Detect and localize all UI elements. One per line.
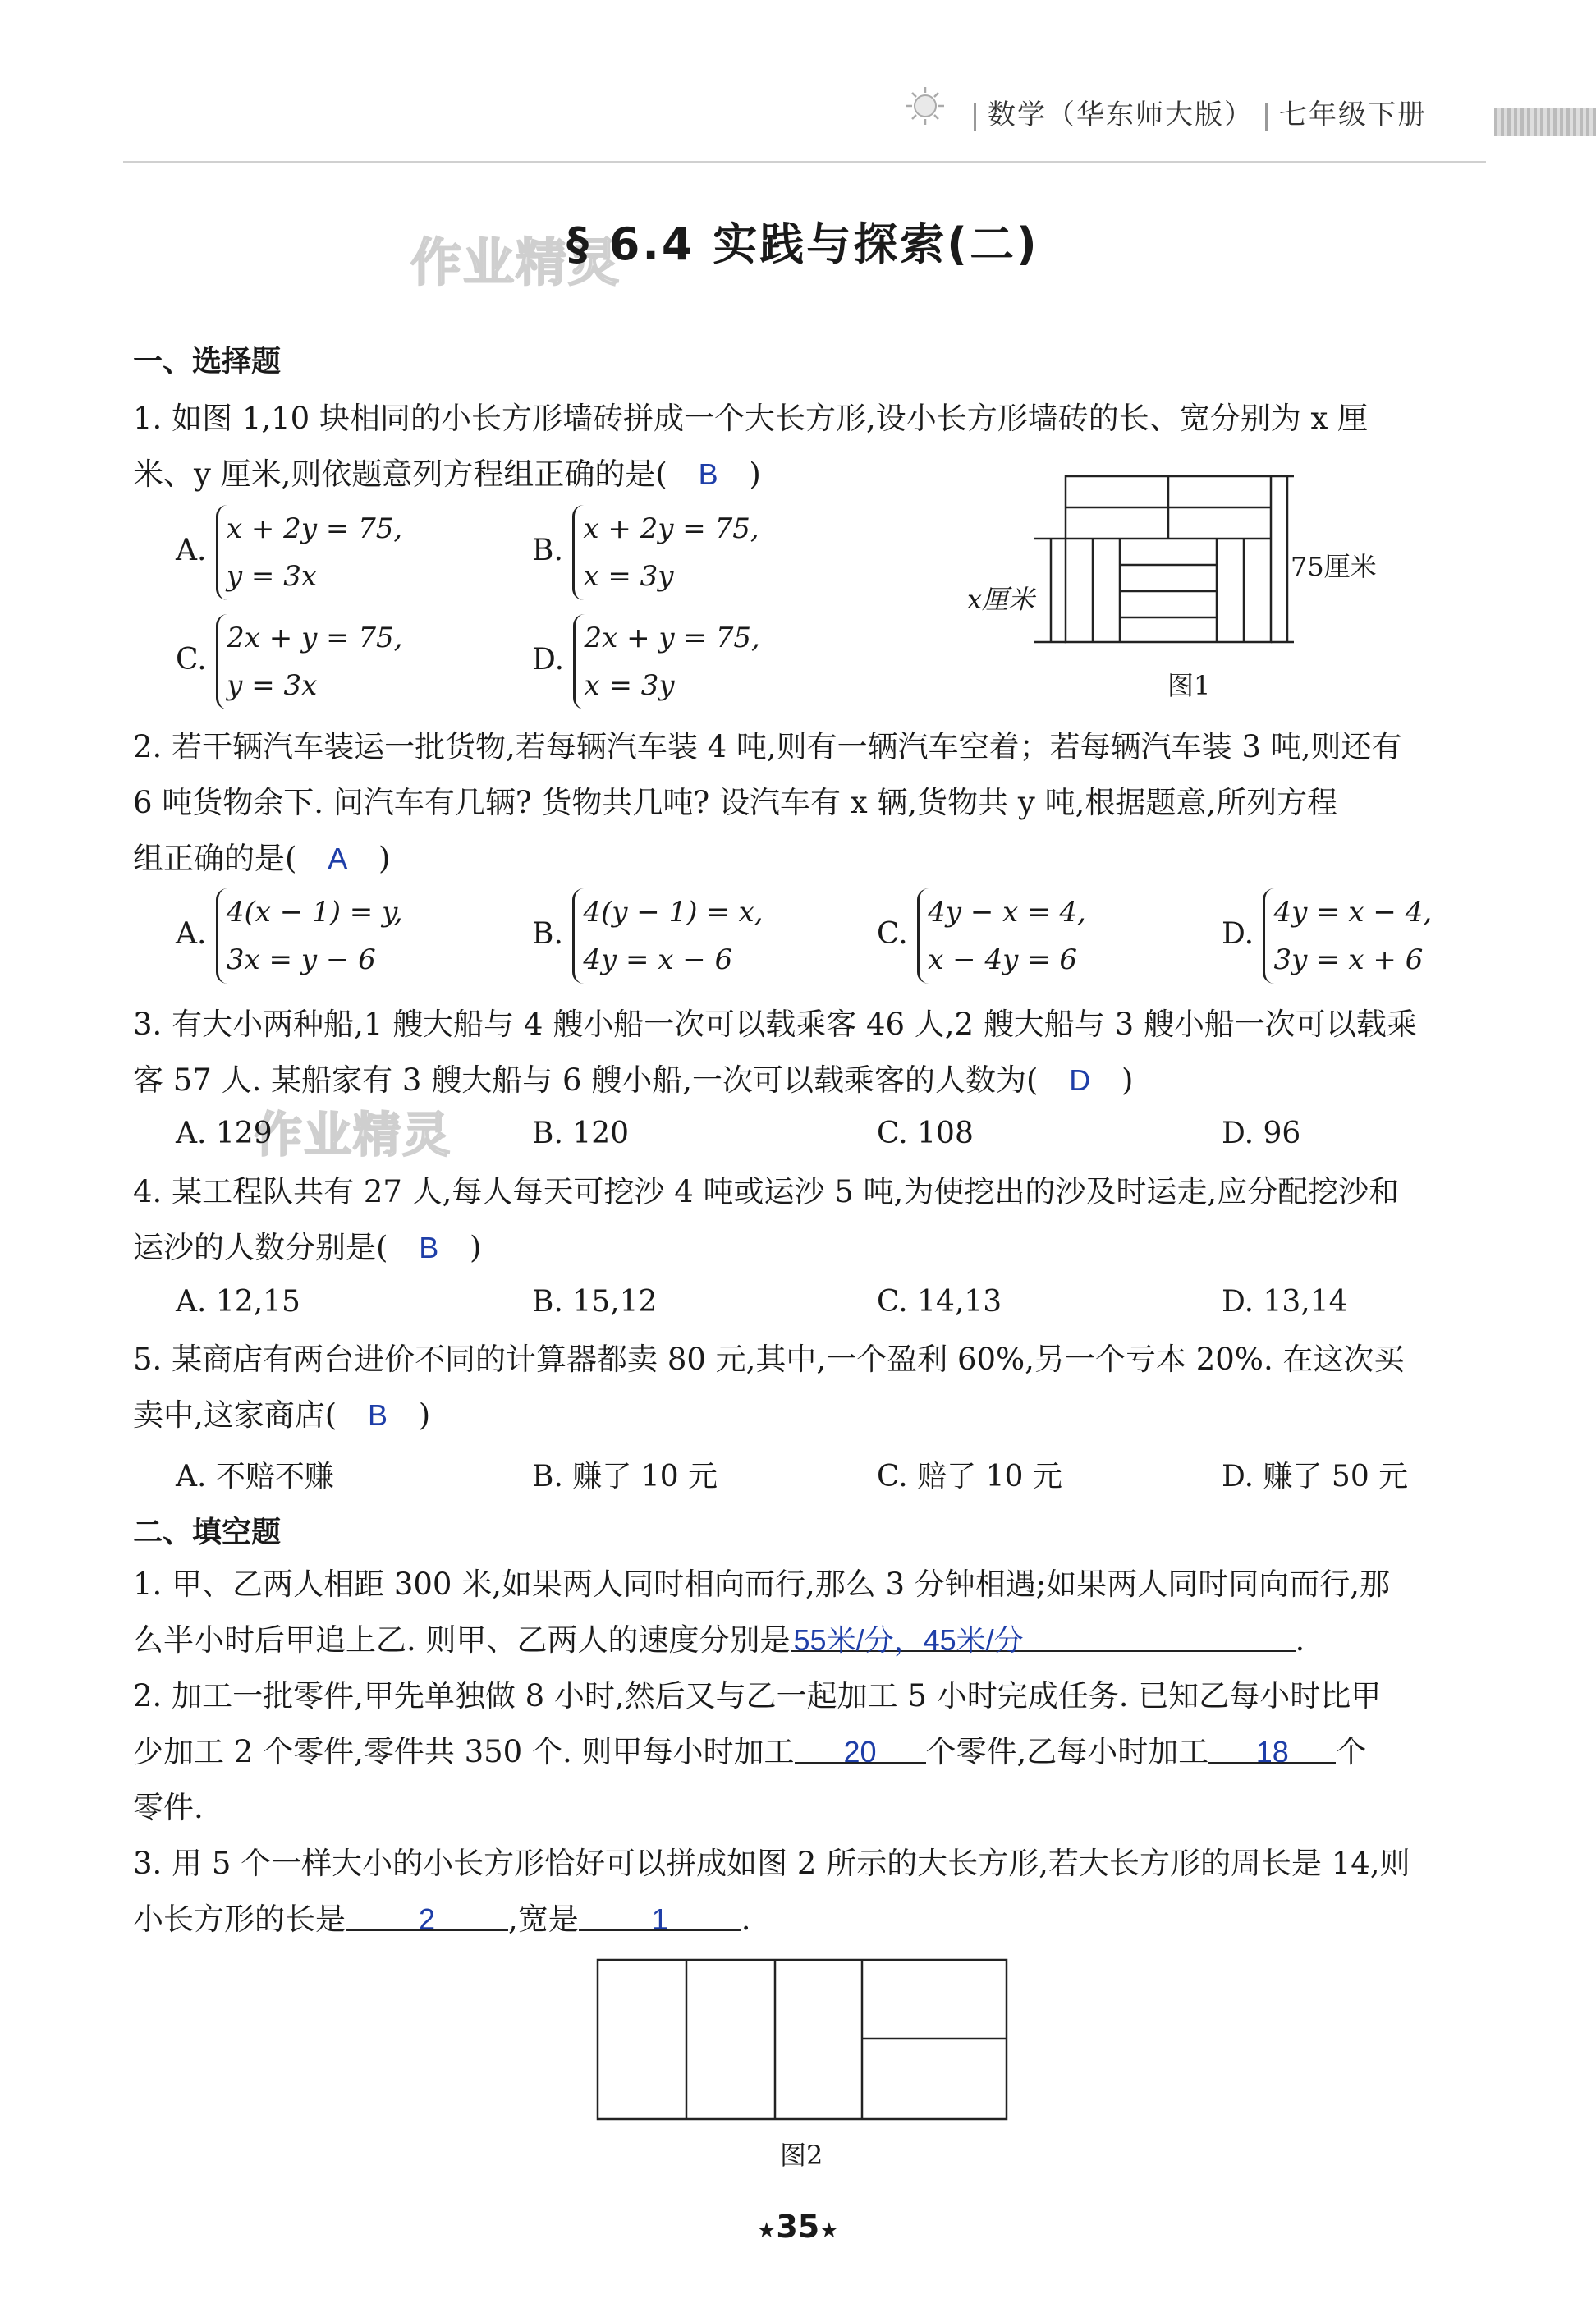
section-heading-fill: 二、填空题 — [133, 1516, 282, 1549]
fill-question-1-line1: 1. 甲、乙两人相距 300 米,如果两人同时相向而行,那么 3 分钟相遇;如果两人同时同向而行,那 — [133, 1567, 1391, 1602]
option-2C: C. 4y − x = 4, x − 4y = 6 — [877, 888, 1086, 984]
fill-question-2-line1: 2. 加工一批零件,甲先单独做 8 小时,然后又与乙一起加工 5 小时完成任务. 已知乙每小时比甲 — [133, 1678, 1382, 1714]
answer-q1: B — [698, 457, 718, 491]
fill-question-2-line2: 少加工 2 个零件,零件共 350 个. 则甲每小时加工 20 个零件,乙每小时加工 18 个 — [133, 1724, 1479, 1780]
fill-answer-3a: 2 — [418, 1902, 436, 1936]
question-3-line1: 3. 有大小两种船,1 艘大船与 4 艘小船一次可以载乘客 46 人,2 艘大船与 3 艘小船一次可以载乘 — [133, 1007, 1417, 1042]
option-5A: A. 不赔不赚 — [176, 1460, 334, 1493]
question-2-line2: 6 吨货物余下. 问汽车有几辆? 货物共几吨? 设汽车有 x 辆,货物共 y 吨,根据题意,所列方程 — [133, 785, 1338, 820]
figure-2-caption: 图2 — [780, 2140, 823, 2171]
figure-1-caption: 图1 — [1167, 670, 1211, 701]
option-4C: C. 14,13 — [877, 1285, 1002, 1319]
fill-question-1-line2: 么半小时后甲追上乙. 则甲、乙两人的速度分别是 55米/分，45米/分 . — [133, 1613, 1479, 1668]
figure-2-diagram — [596, 1958, 1008, 2121]
option-5D: D. 赚了 50 元 — [1222, 1460, 1409, 1493]
question-1-line2: 米、y 厘米,则依题意列方程组正确的是( B ) — [133, 457, 761, 492]
fill-answer-1: 55米/分，45米/分 — [793, 1623, 1024, 1657]
sun-logo-icon — [905, 85, 946, 126]
watermark: 作业精灵 — [410, 232, 621, 292]
option-2A: A. 4(x − 1) = y, 3x = y − 6 — [176, 888, 403, 984]
question-5-line2: 卖中,这家商店( B ) — [133, 1397, 431, 1433]
question-5-line1: 5. 某商店有两台进价不同的计算器都卖 80 元,其中,一个盈利 60%,另一个亏本 20%. 在这次买 — [133, 1342, 1405, 1377]
option-2B: B. 4(y − 1) = x, 4y = x − 6 — [532, 888, 764, 984]
question-1-line1: 1. 如图 1,10 块相同的小长方形墙砖拼成一个大长方形,设小长方形墙砖的长、宽分别为 x 厘 — [133, 401, 1369, 436]
page-header — [962, 92, 1427, 132]
option-2D: D. 4y = x − 4, 3y = x + 6 — [1222, 888, 1432, 984]
fill-answer-2a: 20 — [843, 1735, 877, 1769]
answer-q4: B — [419, 1231, 439, 1264]
question-3-line2: 客 57 人. 某船家有 3 艘大船与 6 艘小船,一次可以载乘客的人数为( D ) — [133, 1062, 1134, 1098]
header-subject: 数学（华东师大版） — [988, 99, 1254, 131]
figure-1-label-75cm: 75厘米 — [1291, 551, 1377, 582]
fill-question-2-line3: 零件. — [133, 1790, 204, 1825]
option-1A: A. x + 2y = 75, y = 3x — [176, 505, 402, 600]
question-4-line1: 4. 某工程队共有 27 人,每人每天可挖沙 4 吨或运沙 5 吨,为使挖出的沙及时运走,应分配挖沙和 — [133, 1174, 1400, 1209]
fill-answer-3b: 1 — [651, 1902, 668, 1936]
option-1B: B. x + 2y = 75, x = 3y — [532, 505, 759, 600]
option-5C: C. 赔了 10 元 — [877, 1460, 1062, 1493]
option-1C: C. 2x + y = 75, y = 3x — [176, 614, 402, 709]
section-heading-choice: 一、选择题 — [133, 345, 282, 379]
option-3C: C. 108 — [877, 1117, 974, 1150]
option-5B: B. 赚了 10 元 — [532, 1460, 718, 1493]
header-divider — [123, 161, 1486, 163]
answer-q3: D — [1069, 1063, 1091, 1097]
fill-answer-2b: 18 — [1255, 1735, 1289, 1769]
option-3D: D. 96 — [1222, 1117, 1301, 1150]
option-1D: D. 2x + y = 75, x = 3y — [532, 614, 760, 709]
watermark-2: 作业精灵 — [255, 1107, 452, 1163]
question-2-line3: 组正确的是( A ) — [133, 841, 391, 876]
header-grade: 七年级下册 — [1279, 99, 1427, 131]
answer-q5: B — [367, 1398, 388, 1432]
option-4B: B. 15,12 — [532, 1285, 658, 1319]
page-number: ★35★ — [757, 2209, 839, 2245]
answer-q2: A — [328, 842, 348, 875]
figure-1-diagram — [1034, 468, 1305, 649]
option-3A: A. 129 — [176, 1117, 273, 1150]
option-4D: D. 13,14 — [1222, 1285, 1348, 1319]
option-3B: B. 120 — [532, 1117, 630, 1150]
question-2-line1: 2. 若干辆汽车装运一批货物,若每辆汽车装 4 吨,则有一辆汽车空着；若每辆汽车装 3 吨,则还有 — [133, 729, 1402, 764]
figure-1-label-xcm: x厘米 — [967, 584, 1035, 615]
option-4A: A. 12,15 — [176, 1285, 300, 1319]
page-title: § 6.4 实践与探索(二) — [566, 218, 1039, 270]
fill-question-3-line1: 3. 用 5 个一样大小的小长方形恰好可以拼成如图 2 所示的大长方形,若大长方形的周长是 14,则 — [133, 1846, 1410, 1881]
header-decoration — [1494, 108, 1596, 136]
fill-question-3-line2: 小长方形的长是 2 ,宽是 1 . — [133, 1892, 1479, 1948]
question-4-line2: 运沙的人数分别是( B ) — [133, 1230, 482, 1265]
